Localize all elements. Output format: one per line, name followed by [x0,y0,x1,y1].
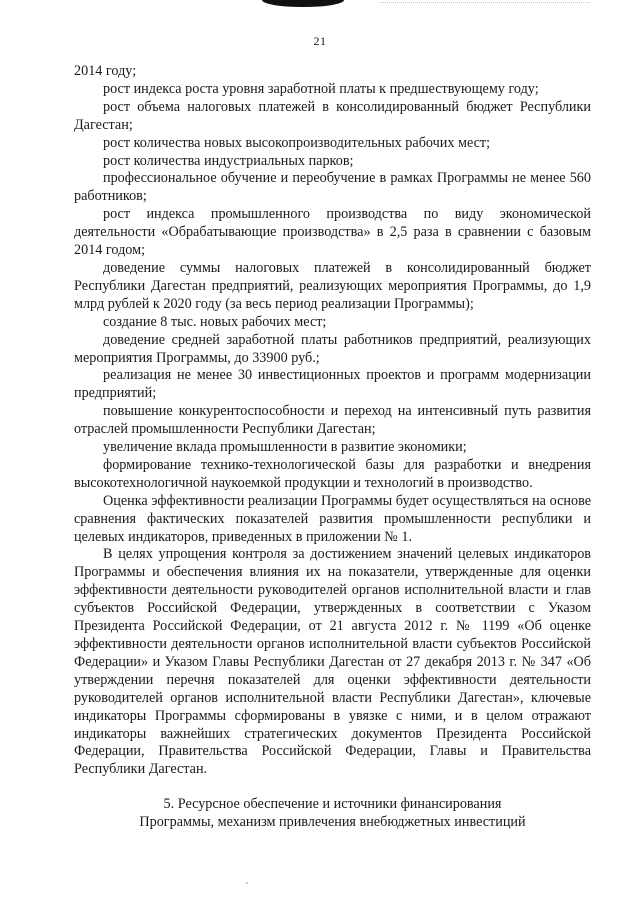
list-item: увеличение вклада промышленности в развитие экономики; [103,439,467,456]
list-item: реализация не менее 30 инвестиционных проектов и программ модернизации предприятий; [74,367,591,402]
scan-artifact-dot [246,882,248,884]
list-item: рост количества новых высокопроизводительных рабочих мест; [103,134,491,151]
scan-artifact-specks [380,2,590,7]
list-item: повышение конкурентоспособности и переход на интенсивный путь развития отраслей промышленности Республики Дагестан; [74,403,591,438]
paragraph: В целях упрощения контроля за достижением значений целевых индикаторов Программы и обеспечения влияния их на показатели, утвержденные для оценки эффективности деятельности руководителей органов исполнительной власти и глав субъектов Российской Федерации, утвержденных в соответствии с Указом Президента Российской Федерации, от 21 августа 2012 г. № 1199 «Об оценке эффективности деятельности органов исполнительной власти субъектов Российской Федерации» и Указом Главы Республики Дагестан от 27 декабря 2013 г. № 347 «Об утверждении перечня показателей для оценки эффективности деятельности руководителей органов исполнительной власти Республики Дагестан», ключевые индикаторы Программы сформированы в увязке с ними, и в целом отражают индикаторы важнейших стратегических документов Президента Российской Федерации, Правительства Российской Федерации, Главы и Правительства Республики Дагестан. [74,546,591,778]
list-item: рост индекса роста уровня заработной платы к предшествующему году; [103,80,539,97]
document-body [74,63,591,779]
list-item: создание 8 тыс. новых рабочих мест; [103,313,327,330]
list-item: формирование технико-технологической базы для разработки и внедрения высокотехнологичной наукоемкой продукции и технологий в производство. [74,456,591,491]
section-heading-line-1: 5. Ресурсное обеспечение и источники финансирования [163,796,502,812]
list-item: рост индекса промышленного производства по виду экономической деятельности «Обрабатывающие производства» в 2,5 раза в сравнении с базовым 2014 годом; [74,206,591,259]
list-item: рост количества индустриальных парков; [103,152,354,169]
scan-artifact-mark [262,0,344,7]
paragraph: 2014 году; [74,63,137,79]
section-heading-line-2: Программы, механизм привлечения внебюджетных инвестиций [139,814,526,830]
list-item: доведение средней заработной платы работников предприятий, реализующих мероприятия Программы, до 33900 руб.; [74,331,591,366]
paragraph: Оценка эффективности реализации Программы будет осуществляться на основе сравнения фактических показателей развития промышленности республики и целевых индикаторов, приведенных в приложении № 1. [74,492,591,545]
list-item: профессиональное обучение и переобучение в рамках Программы не менее 560 работников; [74,170,591,205]
list-item: рост объема налоговых платежей в консолидированный бюджет Республики Дагестан; [74,98,591,133]
page-number: 21 [313,34,327,48]
list-item: доведение суммы налоговых платежей в консолидированный бюджет Республики Дагестан предприятий, реализующих мероприятия Программы, до 1,9 млрд рублей к 2020 году (за весь период реализации Программы); [74,259,591,312]
section-heading [74,795,591,831]
